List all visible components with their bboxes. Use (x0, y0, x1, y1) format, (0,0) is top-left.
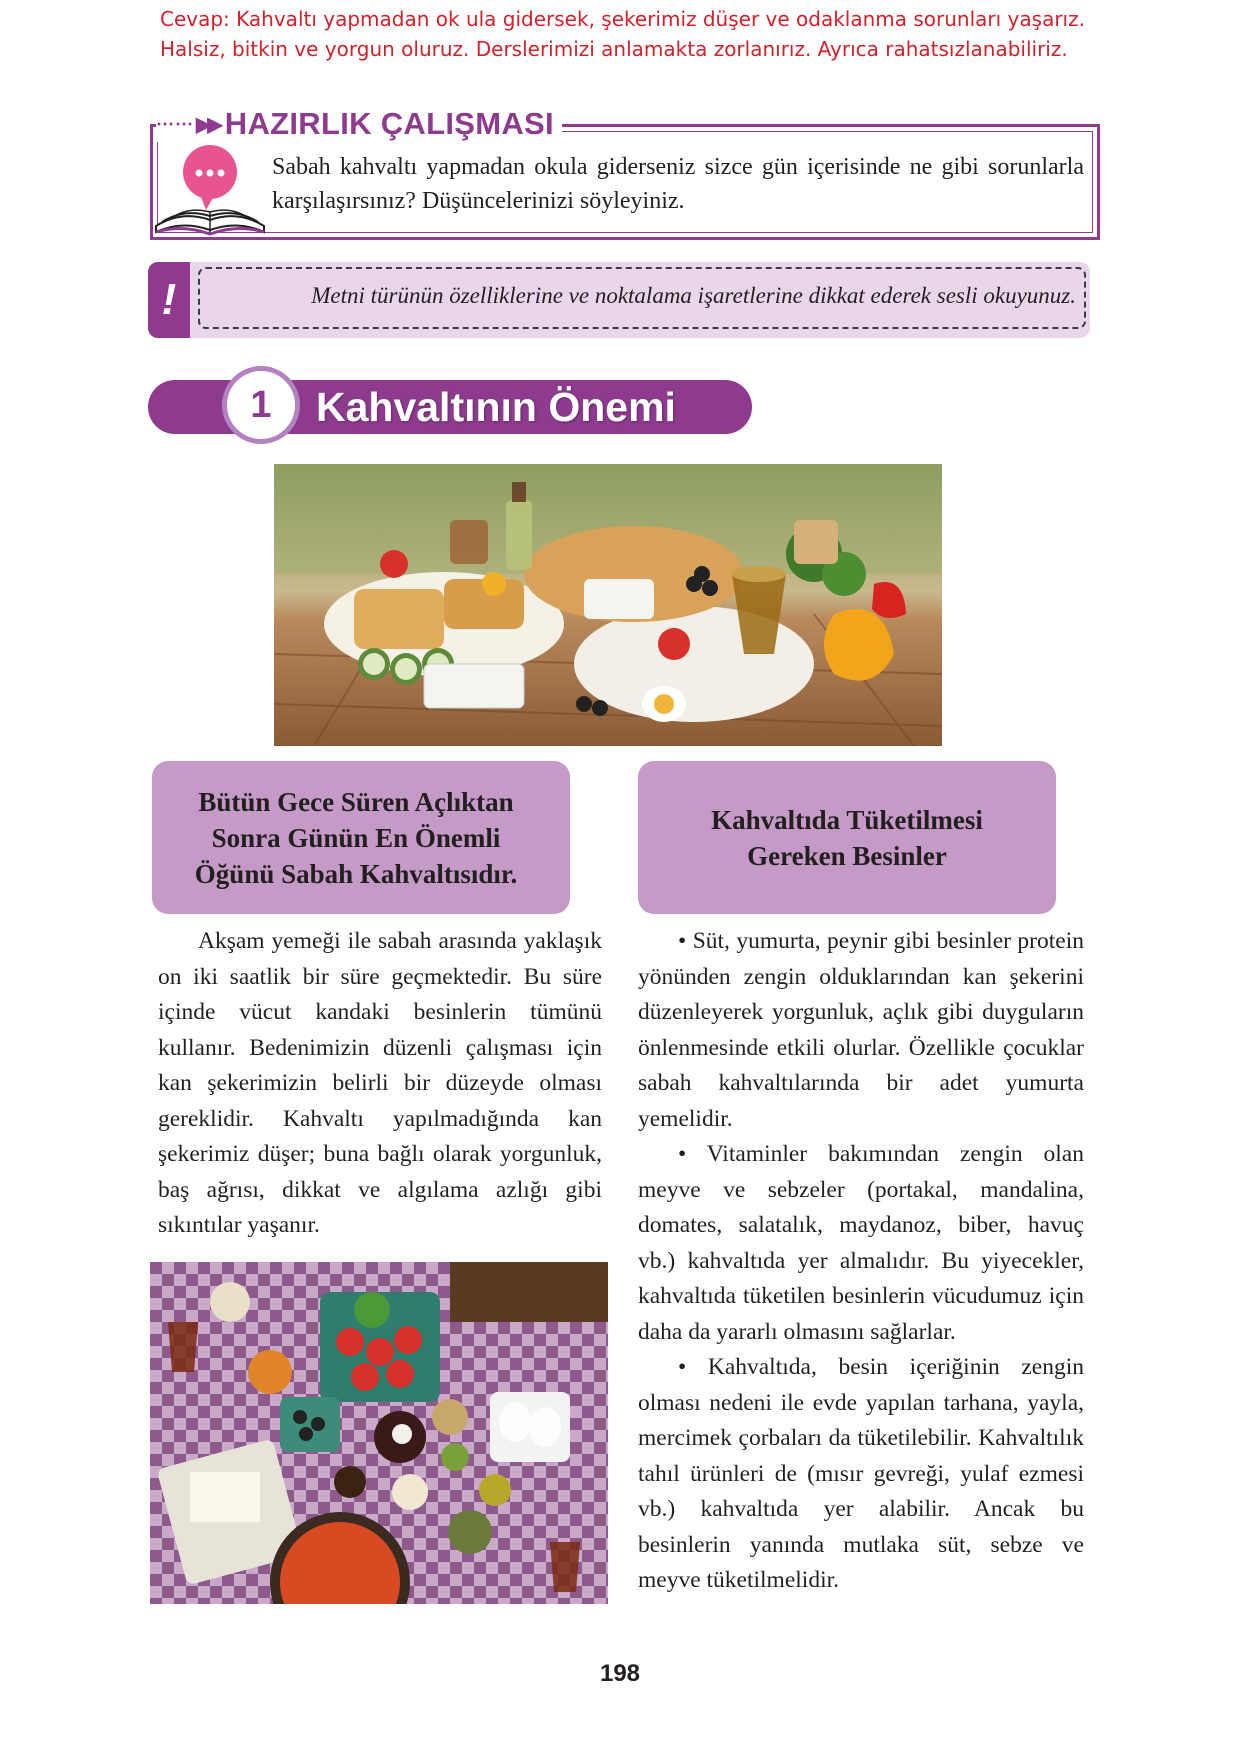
section-title: Kahvaltının Önemi (316, 384, 676, 430)
preparation-heading-label: HAZIRLIK ÇALIŞMASI (224, 106, 554, 141)
preparation-question (272, 150, 1084, 218)
reading-note-text: Metni türünün özelliklerine ve noktalama işaretlerine dikkat ederek sesli okuyunuz. (311, 283, 1076, 308)
dotted-leader: ⋯⋯ (156, 113, 194, 134)
preparation-heading (156, 106, 562, 142)
page-number: 198 (599, 1660, 641, 1687)
exclamation-icon: ! (148, 262, 190, 338)
answer-line-1: Cevap: Kahvaltı yapmadan ok ula gidersek, şekerimiz düşer ve odaklanma sorunları yaşarız. (160, 7, 1085, 31)
breakfast-spread-photo (150, 1262, 608, 1604)
left-column-body (158, 924, 602, 1244)
left-column-header-text: Bütün Gece Süren Açlıktan Sonra Günün En Önemli Öğünü Sabah Kahvaltısıdır. (194, 786, 518, 889)
section-number-badge: 1 (222, 366, 300, 444)
right-column-body (638, 924, 1084, 1599)
bullet-item-2: • Vitaminler bakımından zengin olan meyve ve sebzeler (portakal, mandalina, domates, salatalık, maydanoz, biber, havuç vb.) kahvaltıda yer almalıdır. Bu yiyecekler, kahvaltıda tüketilen besinlerin vücudumuz için daha da yararlı olmasını sağlarlar. (638, 1141, 1084, 1345)
preparation-text: Sabah kahvaltı yapmadan okula giderseniz sizce gün içerisinde ne gibi sorunlarla karşılaşırsınız? Düşüncelerinizi söyleyiniz. (272, 154, 1084, 214)
right-column-header (638, 761, 1056, 914)
answer-text (160, 4, 1160, 64)
double-arrow-icon: ▶▶ (196, 113, 219, 136)
left-paragraph: Akşam yemeği ile sabah arasında yaklaşık on iki saatlik bir süre geçmektedir. Bu süre içinde vücut kandaki besinlerin tümünü kullanır. Bedenimizin düzenli çalışması için kan şekerimizin belirli bir düzeyde olması gereklidir. Kahvaltı yapılmadığında kan şekerimiz düşer; buna bağlı olarak yorgunluk, baş ağrısı, dikkat ve algılama azlığı gibi sıkıntılar yaşanır. (158, 928, 602, 1238)
bullet-item-3: • Kahvaltıda, besin içeriğinin zengin olması nedeni ile evde yapılan tarhana, yayla, mercimek çorbaları da tüketilebilir. Kahvaltılık tahıl ürünleri de (mısır gevreği, yulaf ezmesi vb.) kahvaltıda yer alabilir. Ancak bu besinlerin yanında mutlaka süt, sebze ve meyve tüketilmelidir. (638, 1354, 1084, 1593)
left-column-header (152, 761, 570, 914)
right-column-header-text: Kahvaltıda Tüketilmesi Gereken Besinler (711, 804, 983, 871)
book-speech-bubble-icon (152, 140, 268, 236)
breakfast-illustration (274, 464, 942, 746)
bullet-item-1: • Süt, yumurta, peynir gibi besinler protein yönünden zengin olduklarından kan şekerini düzenleyerek yorgunluk, açlık gibi duyguların önlenmesinde etkili olurlar. Özellikle çocuklar sabah kahvaltılarında bir adet yumurta yemelidir. (638, 928, 1084, 1132)
breakfast-table-photo (274, 464, 942, 746)
breakfast-spread-illustration (150, 1262, 608, 1604)
answer-line-2: Halsiz, bitkin ve yorgun oluruz. Derslerimizi anlamakta zorlanırız. Ayrıca rahatsızlanabiliriz. (160, 37, 1068, 61)
